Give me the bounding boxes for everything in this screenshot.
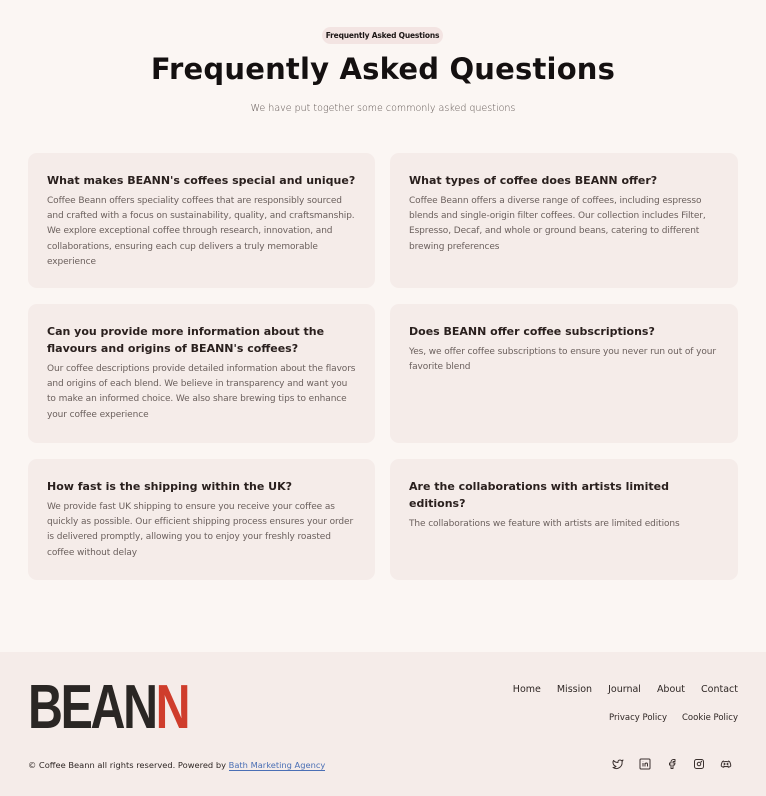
logo-text: BEAN bbox=[28, 673, 156, 742]
twitter-icon[interactable] bbox=[612, 758, 624, 770]
faq-card bbox=[28, 153, 375, 288]
nav-link-mission[interactable]: Mission bbox=[556, 684, 593, 695]
copyright bbox=[28, 760, 325, 770]
nav-link-about[interactable]: About bbox=[656, 684, 686, 695]
page-subtitle: We have put together some commonly asked questions bbox=[250, 103, 516, 114]
faq-answer: We provide fast UK shipping to ensure you receive your coffee as quickly as possible. Our efficient shipping process ensures your order is delivered promptly, allowing you to enjoy your freshly roasted coffee without delay bbox=[47, 502, 354, 558]
faq-question: What makes BEANN's coffees special and unique? bbox=[47, 174, 356, 187]
faq-question: What types of coffee does BEANN offer? bbox=[409, 174, 658, 187]
faq-answer: Our coffee descriptions provide detailed information about the flavors and origins of each blend. We believe in transparency and want you to make an informed choice. We also share brewing tips to enhance your coffee experience bbox=[47, 364, 356, 420]
faq-answer: Yes, we offer coffee subscriptions to ensure you never run out of your favorite blend bbox=[409, 347, 716, 373]
nav-link-contact[interactable]: Contact bbox=[701, 684, 738, 695]
section-pill: Frequently Asked Questions bbox=[322, 27, 443, 44]
beann-logo[interactable] bbox=[28, 673, 189, 742]
nav-link-journal[interactable]: Journal bbox=[608, 684, 641, 695]
faq-question: Does BEANN offer coffee subscriptions? bbox=[409, 325, 655, 338]
faq-question: How fast is the shipping within the UK? bbox=[47, 480, 292, 493]
faq-card bbox=[390, 304, 738, 443]
page-title: Frequently Asked Questions bbox=[150, 52, 616, 86]
logo-accent-letter: N bbox=[155, 673, 189, 742]
faq-answer: Coffee Beann offers speciality coffees that are responsibly sourced and crafted with a focus on sustainability, quality, and craftsmanship. We explore exceptional coffee through research, innovation, and collaborations, ensuring each cup delivers a truly memorable experience bbox=[47, 196, 355, 267]
faq-card bbox=[390, 153, 738, 288]
nav-link-home[interactable]: Home bbox=[512, 684, 541, 695]
facebook-icon[interactable] bbox=[666, 758, 678, 770]
footer-nav bbox=[497, 684, 738, 695]
faq-question: Are the collaborations with artists limited editions? bbox=[409, 480, 669, 510]
social-links bbox=[612, 758, 732, 770]
cookie-policy-link[interactable]: Cookie Policy bbox=[681, 713, 738, 723]
linkedin-icon[interactable] bbox=[639, 758, 651, 770]
faq-answer: Coffee Beann offers a diverse range of coffees, including espresso blends and single-origin filter coffees. Our collection includes Filter, Espresso, Decaf, and whole or ground beans, catering to different brewing preferences bbox=[409, 196, 706, 252]
faq-card bbox=[28, 304, 375, 443]
faq-card bbox=[390, 459, 738, 580]
faq-card bbox=[28, 459, 375, 580]
discord-icon[interactable] bbox=[720, 758, 732, 770]
site-footer bbox=[0, 652, 766, 796]
privacy-policy-link[interactable]: Privacy Policy bbox=[609, 713, 667, 723]
instagram-icon[interactable] bbox=[693, 758, 705, 770]
agency-link[interactable]: Bath Marketing Agency bbox=[228, 760, 326, 770]
faq-answer: The collaborations we feature with artists are limited editions bbox=[409, 519, 680, 529]
legal-links bbox=[594, 713, 738, 723]
copyright-text: © Coffee Beann all rights reserved. Powered by bbox=[28, 760, 229, 770]
faq-question: Can you provide more information about the flavours and origins of BEANN's coffees? bbox=[47, 325, 325, 355]
